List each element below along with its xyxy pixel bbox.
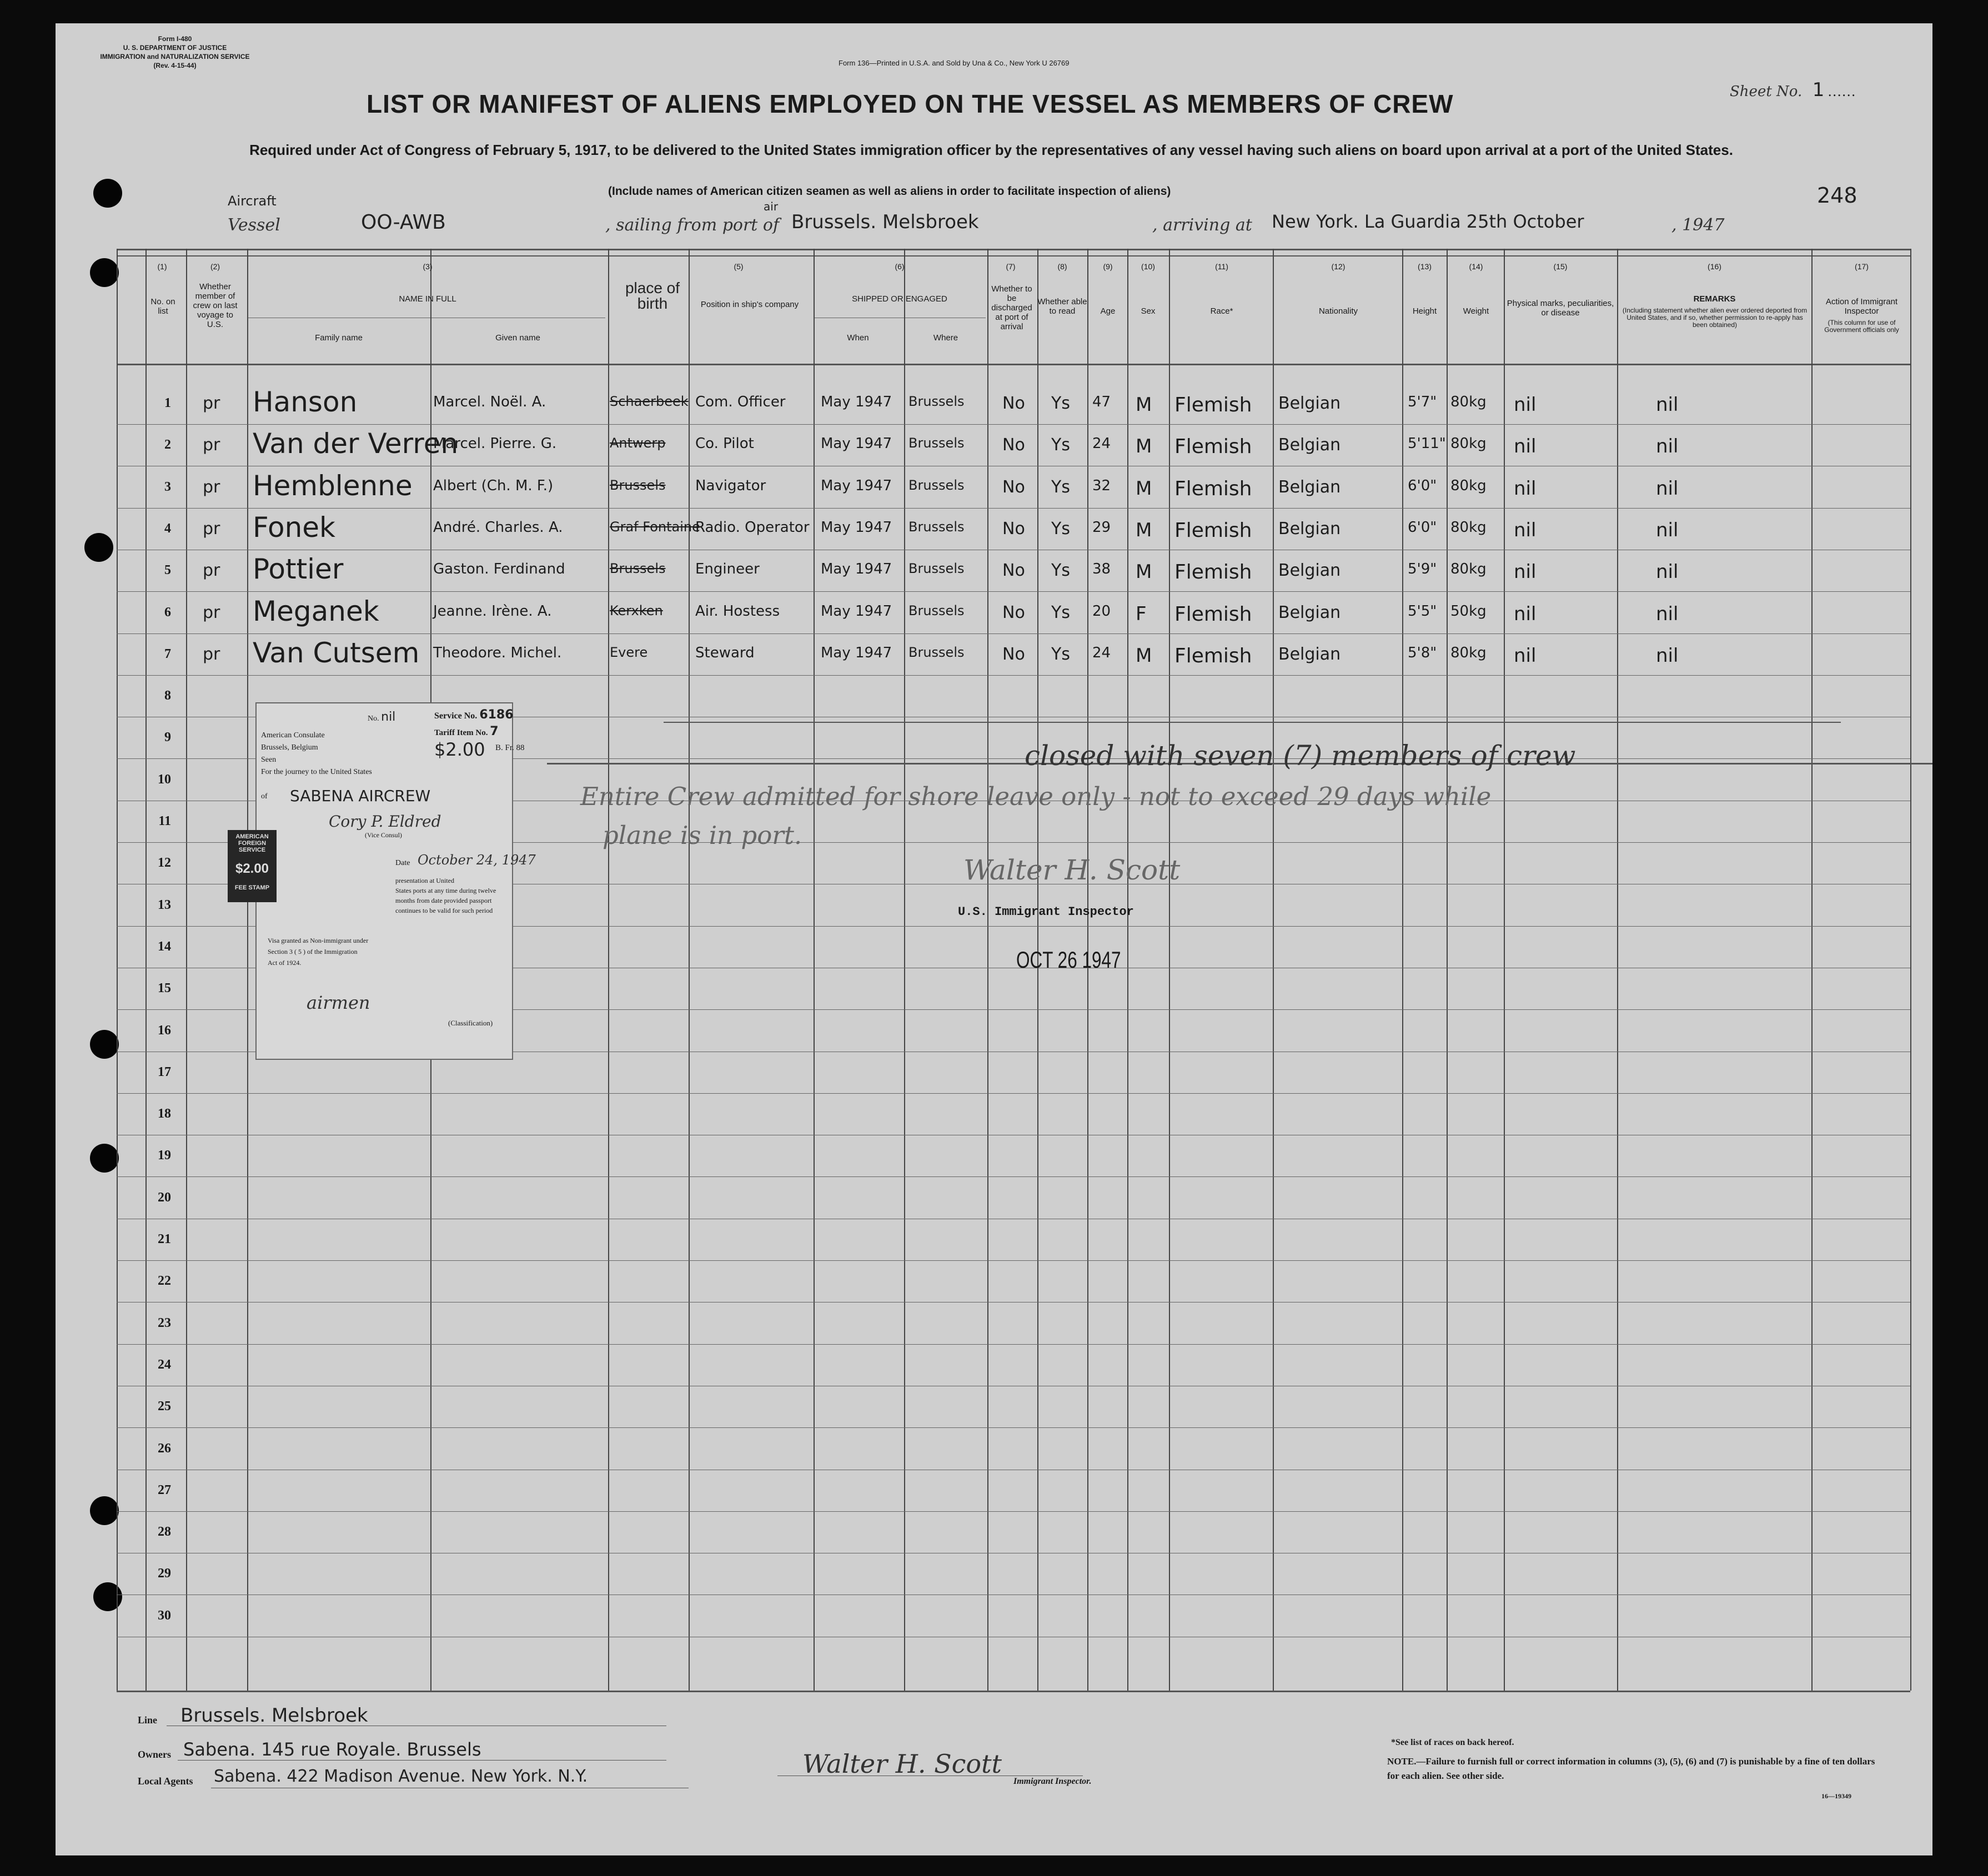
crew-previous-voyage: pr bbox=[203, 603, 220, 622]
row-rule bbox=[117, 591, 1910, 592]
row-rule bbox=[117, 633, 1910, 634]
crew-physical-marks: nil bbox=[1514, 477, 1537, 500]
row-rule bbox=[117, 1511, 1910, 1512]
bfr-value: B. Fr. 88 bbox=[495, 743, 525, 752]
crew-shipped-where: Brussels bbox=[908, 603, 965, 618]
column-rule bbox=[689, 249, 690, 1691]
crew-given-name: Theodore. Michel. bbox=[433, 645, 562, 661]
row-number: 26 bbox=[158, 1441, 171, 1456]
col-num-15: (15) bbox=[1553, 262, 1568, 271]
col-num-17: (17) bbox=[1855, 262, 1869, 271]
vessel-label: Vessel bbox=[228, 215, 280, 235]
service-value: 6186 bbox=[479, 708, 514, 722]
fee-value: $2.00 bbox=[434, 739, 485, 760]
crew-age: 29 bbox=[1092, 519, 1111, 536]
row-number: 11 bbox=[158, 814, 171, 828]
printer-line: Form 136—Printed in U.S.A. and Sold by Una & Co., New York U 26769 bbox=[839, 59, 1070, 67]
crew-shipped-where: Brussels bbox=[908, 394, 965, 409]
crew-position: Radio. Operator bbox=[695, 519, 810, 536]
crew-sex: M bbox=[1136, 645, 1152, 667]
crew-age: 20 bbox=[1092, 603, 1111, 620]
crew-age: 47 bbox=[1092, 394, 1111, 410]
crew-family-name: Van Cutsem bbox=[253, 637, 420, 669]
crew-race: Flemish bbox=[1174, 645, 1252, 667]
crew-height: 6'0" bbox=[1408, 519, 1437, 536]
col-head-read: Whether able to read bbox=[1037, 297, 1087, 316]
col-head-height: Height bbox=[1412, 306, 1437, 316]
crew-remarks: nil bbox=[1656, 435, 1679, 457]
punch-hole bbox=[90, 258, 119, 287]
crew-previous-voyage: pr bbox=[203, 477, 220, 497]
validity-line-4: continues to be valid for such period bbox=[395, 907, 493, 914]
punch-hole bbox=[93, 179, 122, 208]
crew-given-name: Marcel. Pierre. G. bbox=[433, 435, 557, 452]
col-num-13: (13) bbox=[1418, 262, 1432, 271]
classification-value: airmen bbox=[307, 992, 370, 1013]
col-head-remarks-note: (Including statement whether alien ever ordered deported from United States, and if so, whether permission to re-apply has been obtained) bbox=[1622, 306, 1808, 329]
row-number: 14 bbox=[158, 939, 171, 954]
crew-previous-voyage: pr bbox=[203, 645, 220, 664]
crew-shipped-where: Brussels bbox=[908, 477, 965, 493]
col-head-position: Position in ship's company bbox=[700, 300, 799, 309]
crew-discharged: No bbox=[1002, 477, 1025, 497]
footer-inspector-label: Immigrant Inspector. bbox=[1013, 1777, 1092, 1786]
col-head-birthplace: place of birth bbox=[625, 279, 680, 312]
crew-race: Flemish bbox=[1174, 435, 1252, 458]
voyage-year: , 1947 bbox=[1671, 215, 1725, 235]
column-rule bbox=[186, 249, 187, 1691]
crew-remarks: nil bbox=[1656, 519, 1679, 541]
service-label: Service No. bbox=[434, 711, 478, 721]
crew-family-name: Van der Verren bbox=[253, 427, 459, 460]
col-num-14: (14) bbox=[1469, 262, 1483, 271]
crew-able-to-read: Ys bbox=[1051, 435, 1070, 455]
crew-able-to-read: Ys bbox=[1051, 645, 1070, 664]
crew-position: Steward bbox=[695, 645, 755, 661]
crew-birthplace: Kerxken bbox=[610, 603, 663, 618]
races-note: *See list of races on back hereof. bbox=[1391, 1738, 1514, 1747]
column-rule bbox=[1127, 249, 1128, 1691]
column-rule bbox=[814, 249, 815, 1691]
row-number: 23 bbox=[158, 1316, 171, 1330]
row-number: 17 bbox=[158, 1065, 171, 1079]
col-head-discharged: Whether to be discharged at port of arrival bbox=[991, 284, 1032, 331]
row-rule bbox=[117, 675, 1910, 676]
row-number: 12 bbox=[158, 856, 171, 870]
footer-signature: Walter H. Scott bbox=[802, 1749, 1002, 1779]
col-head-action-note: (This column for use of Government officials only bbox=[1824, 319, 1899, 334]
punch-hole bbox=[84, 533, 113, 562]
crew-physical-marks: nil bbox=[1514, 394, 1537, 416]
line-label: Line bbox=[138, 1714, 158, 1726]
crew-sex: M bbox=[1136, 561, 1152, 583]
col-num-9: (9) bbox=[1103, 262, 1113, 271]
crew-family-name: Hanson bbox=[253, 386, 358, 418]
row-rule bbox=[117, 508, 1910, 509]
admitted-note-1: Entire Crew admitted for shore leave only - not to exceed 29 days while bbox=[580, 782, 1492, 811]
column-rule bbox=[1447, 249, 1448, 1691]
agents-label: Local Agents bbox=[138, 1776, 193, 1787]
crew-weight: 80kg bbox=[1450, 519, 1487, 536]
vessel-value: OO-AWB bbox=[361, 211, 446, 234]
row-rule bbox=[117, 1344, 1910, 1345]
crew-remarks: nil bbox=[1656, 603, 1679, 625]
punch-hole bbox=[90, 1496, 119, 1525]
column-rule bbox=[904, 249, 905, 1691]
row-number: 7 bbox=[164, 647, 171, 661]
col-head-race: Race* bbox=[1210, 306, 1233, 316]
consular-of-value: SABENA AIRCREW bbox=[290, 787, 431, 805]
crew-given-name: Albert (Ch. M. F.) bbox=[433, 477, 554, 494]
closing-rule bbox=[664, 722, 1841, 723]
page-number: 248 bbox=[1817, 183, 1858, 208]
crew-discharged: No bbox=[1002, 394, 1025, 413]
consular-of-label: of bbox=[261, 792, 268, 801]
penalty-note: NOTE.—Failure to furnish full or correct information in columns (3), (5), (6) and (7) is punishable by a fine of ten dollars for each alien. See other side. bbox=[1387, 1756, 1875, 1781]
crew-position: Co. Pilot bbox=[695, 435, 754, 452]
crew-nationality: Belgian bbox=[1278, 645, 1341, 664]
crew-height: 5'11" bbox=[1408, 435, 1446, 452]
col-num-1: (1) bbox=[157, 262, 167, 271]
row-number: 27 bbox=[158, 1483, 171, 1497]
crew-shipped-when: May 1947 bbox=[821, 561, 892, 577]
row-number: 20 bbox=[158, 1190, 171, 1205]
crew-given-name: Gaston. Ferdinand bbox=[433, 561, 565, 577]
fee-stamp-bottom: FEE STAMP bbox=[234, 884, 270, 891]
crew-family-name: Pottier bbox=[253, 553, 344, 585]
classification-label: (Classification) bbox=[448, 1019, 493, 1027]
col-head-weight: Weight bbox=[1463, 306, 1489, 316]
consular-signer-title: (Vice Consul) bbox=[365, 831, 402, 839]
fee-stamp bbox=[228, 830, 277, 902]
row-number: 15 bbox=[158, 981, 171, 995]
crew-nationality: Belgian bbox=[1278, 394, 1341, 413]
row-rule bbox=[117, 1260, 1910, 1261]
crew-nationality: Belgian bbox=[1278, 561, 1341, 580]
crew-height: 5'8" bbox=[1408, 645, 1437, 661]
visa-line-1: Visa granted as Non-immigrant under bbox=[268, 937, 369, 944]
crew-shipped-when: May 1947 bbox=[821, 394, 892, 410]
consulate: American Consulate bbox=[261, 731, 325, 740]
validity-line-1: presentation at United bbox=[395, 877, 454, 884]
crew-weight: 80kg bbox=[1450, 561, 1487, 577]
consular-journey: For the journey to the United States bbox=[261, 768, 372, 776]
col-num-2: (2) bbox=[210, 262, 220, 271]
crew-physical-marks: nil bbox=[1514, 645, 1537, 667]
crew-sex: M bbox=[1136, 435, 1152, 457]
row-number: 22 bbox=[158, 1274, 171, 1288]
crew-position: Air. Hostess bbox=[695, 603, 780, 620]
column-rule bbox=[1617, 249, 1618, 1691]
row-number: 13 bbox=[158, 898, 171, 912]
sailing-value: Brussels. Melsbroek bbox=[791, 211, 979, 233]
crew-discharged: No bbox=[1002, 561, 1025, 580]
owners-value: Sabena. 145 rue Royale. Brussels bbox=[183, 1739, 481, 1760]
crew-physical-marks: nil bbox=[1514, 435, 1537, 457]
crew-height: 6'0" bbox=[1408, 477, 1437, 494]
column-rule bbox=[987, 249, 988, 1691]
crew-discharged: No bbox=[1002, 645, 1025, 664]
crew-shipped-where: Brussels bbox=[908, 561, 965, 576]
sheet-label: Sheet No. bbox=[1730, 83, 1803, 100]
row-number: 2 bbox=[164, 437, 171, 452]
crew-sex: M bbox=[1136, 519, 1152, 541]
crew-able-to-read: Ys bbox=[1051, 603, 1070, 622]
crew-given-name: André. Charles. A. bbox=[433, 519, 563, 536]
validity-line-2: States ports at any time during twelve bbox=[395, 887, 496, 894]
crew-shipped-where: Brussels bbox=[908, 645, 965, 660]
inspector-title: U.S. Immigrant Inspector bbox=[958, 905, 1134, 919]
row-number: 4 bbox=[164, 521, 171, 536]
service: IMMIGRATION and NATURALIZATION SERVICE bbox=[100, 53, 250, 61]
consular-signer: Cory P. Eldred bbox=[329, 812, 441, 831]
consular-date-value: October 24, 1947 bbox=[418, 852, 536, 868]
crew-family-name: Fonek bbox=[253, 511, 335, 544]
crew-family-name: Hemblenne bbox=[253, 470, 413, 502]
crew-height: 5'5" bbox=[1408, 603, 1437, 620]
crew-race: Flemish bbox=[1174, 561, 1252, 584]
visa-line-3: Act of 1924. bbox=[268, 959, 302, 967]
col-num-7: (7) bbox=[1006, 262, 1016, 271]
crew-shipped-when: May 1947 bbox=[821, 477, 892, 494]
inspector-signature: Walter H. Scott bbox=[963, 854, 1181, 886]
crew-weight: 80kg bbox=[1450, 435, 1487, 452]
column-rule bbox=[145, 249, 147, 1691]
row-number: 5 bbox=[164, 563, 171, 577]
tariff-value: 7 bbox=[490, 725, 499, 738]
punch-hole bbox=[93, 1582, 122, 1611]
row-number: 8 bbox=[164, 688, 171, 703]
arriving-label: , arriving at bbox=[1152, 215, 1252, 235]
crew-position: Engineer bbox=[695, 561, 760, 577]
col-head-age: Age bbox=[1100, 306, 1116, 316]
crew-shipped-where: Brussels bbox=[908, 519, 965, 535]
crew-age: 32 bbox=[1092, 477, 1111, 494]
crew-given-name: Jeanne. Irène. A. bbox=[433, 603, 552, 620]
row-number: 6 bbox=[164, 605, 171, 620]
crew-race: Flemish bbox=[1174, 519, 1252, 542]
col-num-16: (16) bbox=[1708, 262, 1721, 271]
crew-nationality: Belgian bbox=[1278, 603, 1341, 622]
crew-nationality: Belgian bbox=[1278, 519, 1341, 539]
col-num-3: (3) bbox=[423, 262, 433, 271]
crew-remarks: nil bbox=[1656, 394, 1679, 416]
crew-shipped-when: May 1947 bbox=[821, 603, 892, 620]
row-number: 29 bbox=[158, 1566, 171, 1581]
row-number: 3 bbox=[164, 480, 171, 494]
include-note: (Include names of American citizen seamen as well as aliens in order to facilitate inspection of aliens) bbox=[608, 185, 1171, 198]
col-head-when: When bbox=[847, 333, 869, 343]
sheet-number: Sheet No. 1 ...... bbox=[1730, 79, 1856, 101]
crew-physical-marks: nil bbox=[1514, 519, 1537, 541]
crew-birthplace: Graf Fontaine bbox=[610, 519, 700, 535]
row-number: 30 bbox=[158, 1608, 171, 1623]
column-rule bbox=[247, 249, 248, 1691]
punch-hole bbox=[90, 1030, 119, 1059]
row-rule bbox=[117, 1093, 1910, 1094]
column-rule bbox=[1504, 249, 1505, 1691]
col-head-nationality: Nationality bbox=[1318, 306, 1358, 316]
vessel-prefix: Aircraft bbox=[228, 193, 277, 209]
page-title: LIST OR MANIFEST OF ALIENS EMPLOYED ON THE VESSEL AS MEMBERS OF CREW bbox=[367, 89, 1454, 118]
row-number: 18 bbox=[158, 1107, 171, 1121]
column-rule bbox=[1811, 249, 1813, 1691]
crew-previous-voyage: pr bbox=[203, 394, 220, 413]
row-number: 1 bbox=[164, 396, 171, 410]
crew-shipped-when: May 1947 bbox=[821, 435, 892, 452]
crew-sex: M bbox=[1136, 477, 1152, 500]
crew-weight: 50kg bbox=[1450, 603, 1487, 620]
crew-remarks: nil bbox=[1656, 477, 1679, 500]
crew-age: 24 bbox=[1092, 645, 1111, 661]
col-num-12: (12) bbox=[1331, 262, 1346, 271]
crew-position: Com. Officer bbox=[695, 394, 786, 410]
col-num-11: (11) bbox=[1215, 262, 1228, 271]
crew-sex: F bbox=[1136, 603, 1147, 625]
crew-previous-voyage: pr bbox=[203, 519, 220, 539]
crew-physical-marks: nil bbox=[1514, 603, 1537, 625]
row-rule bbox=[117, 1176, 1910, 1177]
crew-previous-voyage: pr bbox=[203, 561, 220, 580]
column-rule bbox=[1402, 249, 1403, 1691]
crew-birthplace: Evere bbox=[610, 645, 648, 660]
consular-stamp bbox=[255, 702, 536, 1060]
fee-stamp-top: AMERICAN FOREIGN SERVICE bbox=[235, 833, 269, 853]
date-stamp: OCT 26 1947 bbox=[1016, 947, 1121, 973]
col-head-previous: Whether member of crew on last voyage to U.S. bbox=[193, 282, 238, 329]
sailing-label: , sailing from port of bbox=[605, 215, 780, 235]
column-rule bbox=[1910, 249, 1911, 1691]
consular-no-value: nil bbox=[381, 710, 396, 724]
col-head-name: NAME IN FULL bbox=[399, 294, 456, 304]
crew-discharged: No bbox=[1002, 603, 1025, 622]
department: U. S. DEPARTMENT OF JUSTICE bbox=[123, 44, 227, 52]
row-number: 19 bbox=[158, 1148, 171, 1163]
crew-birthplace: Antwerp bbox=[610, 435, 666, 451]
crew-weight: 80kg bbox=[1450, 394, 1487, 410]
visa-line-2: Section 3 ( 5 ) of the Immigration bbox=[268, 948, 358, 955]
form-number: Form I-480 bbox=[158, 35, 192, 43]
sheet-value: 1 bbox=[1812, 79, 1825, 101]
requirement-text: Required under Act of Congress of February 5, 1917, to be delivered to the United States immigration officer by the representatives of any vessel having such aliens on board upon arrival at a port of the United States. bbox=[249, 142, 1733, 158]
row-number: 10 bbox=[158, 772, 171, 787]
crew-age: 24 bbox=[1092, 435, 1111, 452]
col-num-6: (6) bbox=[895, 262, 905, 271]
consular-no-label: No. bbox=[368, 715, 379, 723]
crew-able-to-read: Ys bbox=[1051, 477, 1070, 497]
col-num-10: (10) bbox=[1141, 262, 1155, 271]
tariff-label: Tariff Item No. bbox=[434, 728, 488, 737]
col-num-5: (5) bbox=[734, 262, 744, 271]
crew-race: Flemish bbox=[1174, 394, 1252, 416]
crew-shipped-where: Brussels bbox=[908, 435, 965, 451]
crew-sex: M bbox=[1136, 394, 1152, 416]
row-rule bbox=[117, 424, 1910, 425]
row-number: 25 bbox=[158, 1399, 171, 1414]
crew-physical-marks: nil bbox=[1514, 561, 1537, 583]
col-num-8: (8) bbox=[1057, 262, 1067, 271]
row-number: 9 bbox=[164, 730, 171, 745]
column-rule bbox=[1273, 249, 1274, 1691]
row-rule bbox=[117, 1427, 1910, 1428]
col-head-list-no: No. on list bbox=[150, 297, 175, 316]
crew-remarks: nil bbox=[1656, 561, 1679, 583]
print-code: 16—19349 bbox=[1821, 1792, 1851, 1800]
crew-remarks: nil bbox=[1656, 645, 1679, 667]
col-head-family: Family name bbox=[315, 333, 363, 343]
admitted-note-2: plane is in port. bbox=[603, 821, 802, 850]
crew-race: Flemish bbox=[1174, 477, 1252, 500]
col-head-sex: Sex bbox=[1141, 306, 1156, 316]
revision: (Rev. 4-15-44) bbox=[153, 62, 197, 69]
row-number: 16 bbox=[158, 1023, 171, 1038]
consular-seen: Seen bbox=[261, 756, 277, 764]
consular-date-label: Date bbox=[395, 859, 410, 867]
col-head-where: Where bbox=[933, 333, 958, 343]
crew-nationality: Belgian bbox=[1278, 435, 1341, 455]
col-head-action: Action of Immigrant Inspector bbox=[1825, 297, 1898, 316]
col-head-given: Given name bbox=[495, 333, 540, 343]
crew-able-to-read: Ys bbox=[1051, 561, 1070, 580]
row-number: 24 bbox=[158, 1357, 171, 1372]
crew-discharged: No bbox=[1002, 519, 1025, 539]
arriving-value: New York. La Guardia 25th October bbox=[1272, 211, 1584, 232]
col-head-shipped: SHIPPED OR ENGAGED bbox=[852, 294, 947, 304]
owners-label: Owners bbox=[138, 1749, 171, 1760]
crew-discharged: No bbox=[1002, 435, 1025, 455]
crew-given-name: Marcel. Noël. A. bbox=[433, 394, 546, 410]
crew-birthplace: Brussels bbox=[610, 561, 666, 576]
crew-weight: 80kg bbox=[1450, 645, 1487, 661]
crew-shipped-when: May 1947 bbox=[821, 645, 892, 661]
crew-previous-voyage: pr bbox=[203, 435, 220, 455]
crew-weight: 80kg bbox=[1450, 477, 1487, 494]
row-number: 21 bbox=[158, 1232, 171, 1246]
row-number: 28 bbox=[158, 1525, 171, 1539]
closed-note: closed with seven (7) members of crew bbox=[1025, 740, 1576, 772]
crew-height: 5'7" bbox=[1408, 394, 1437, 410]
col-head-physical: Physical marks, peculiarities, or disease bbox=[1507, 299, 1614, 318]
col-head-remarks: REMARKS bbox=[1693, 294, 1736, 304]
consulate-city: Brussels, Belgium bbox=[261, 743, 318, 752]
crew-birthplace: Brussels bbox=[610, 477, 666, 493]
column-rule bbox=[1169, 249, 1170, 1691]
punch-hole bbox=[90, 1144, 119, 1173]
crew-family-name: Meganek bbox=[253, 595, 379, 627]
line-value: Brussels. Melsbroek bbox=[180, 1704, 368, 1727]
crew-race: Flemish bbox=[1174, 603, 1252, 626]
crew-able-to-read: Ys bbox=[1051, 519, 1070, 539]
crew-nationality: Belgian bbox=[1278, 477, 1341, 497]
crew-shipped-when: May 1947 bbox=[821, 519, 892, 536]
crew-height: 5'9" bbox=[1408, 561, 1437, 577]
crew-position: Navigator bbox=[695, 477, 766, 494]
fee-stamp-value: $2.00 bbox=[235, 861, 269, 876]
column-rule bbox=[117, 249, 118, 1691]
sailing-insert: air bbox=[764, 200, 779, 213]
crew-birthplace: Schaerbeek bbox=[610, 394, 689, 409]
agents-value: Sabena. 422 Madison Avenue. New York. N.Y. bbox=[214, 1767, 588, 1786]
column-rule bbox=[608, 249, 609, 1691]
form-identification bbox=[100, 34, 250, 70]
crew-able-to-read: Ys bbox=[1051, 394, 1070, 413]
validity-line-3: months from date provided passport bbox=[395, 897, 492, 904]
crew-age: 38 bbox=[1092, 561, 1111, 577]
